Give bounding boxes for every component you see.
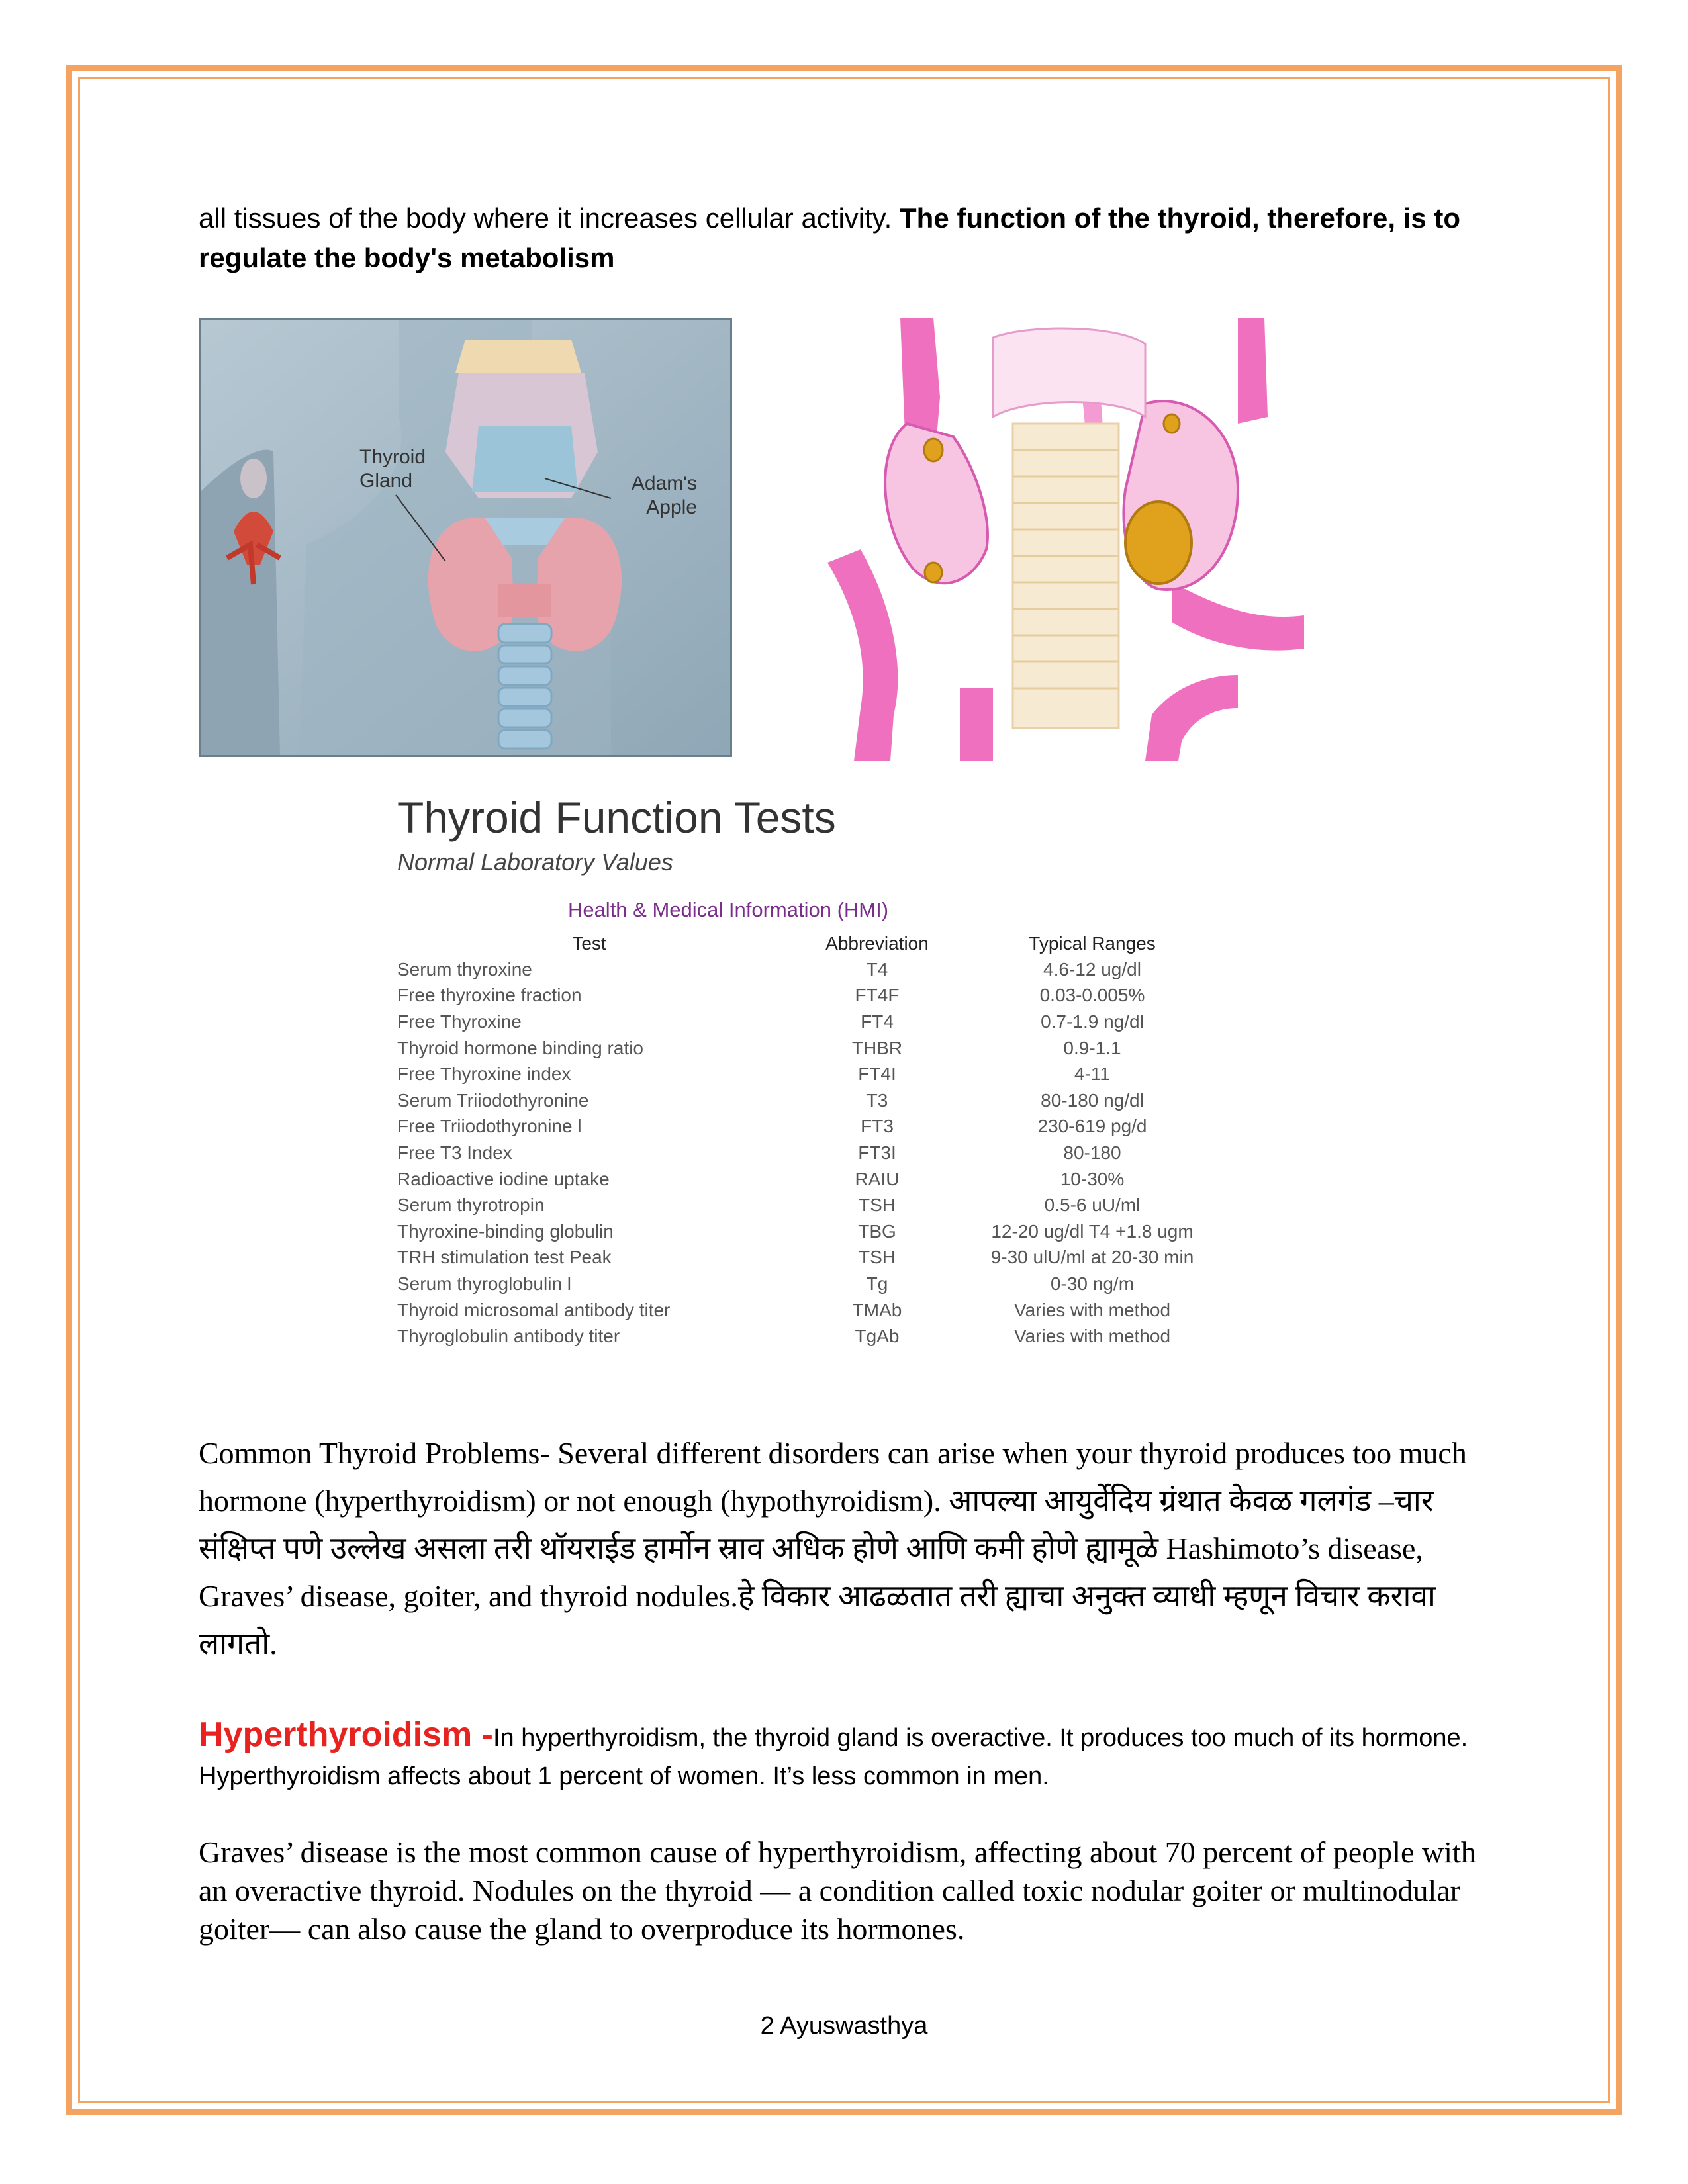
label-adams-apple: Adam's Apple	[631, 473, 697, 518]
tft-header-test: Test	[572, 933, 606, 954]
test-range: 0.03-0.005%	[1039, 985, 1145, 1006]
test-abbreviation: FT3I	[858, 1142, 896, 1163]
thyroid-anatomy-image	[199, 318, 732, 757]
test-range: 0.9-1.1	[1063, 1037, 1121, 1058]
test-name: Thyroid microsomal antibody titer	[397, 1299, 671, 1320]
hyperthyroidism-text: In hyperthyroidism, the thyroid gland is overactive. It produces too much of its hormone. Hyperthyroidism affects about 1 percent of women. It’s less common in men.	[199, 1724, 1468, 1790]
intro-plain-text: all tissues of the body where it increases cellular activity.	[199, 203, 900, 234]
test-range: 4.6-12 ug/dl	[1043, 958, 1141, 979]
test-abbreviation: TBG	[858, 1220, 896, 1242]
test-abbreviation: TgAb	[855, 1326, 900, 1347]
test-range: 80-180	[1063, 1142, 1121, 1163]
hyperthyroidism-paragraph	[199, 1715, 1496, 1796]
hyperthyroidism-heading: Hyperthyroidism -	[199, 1715, 493, 1754]
test-abbreviation: Tg	[866, 1273, 888, 1294]
label-thyroid-gland: Thyroid Gland	[359, 446, 426, 492]
test-range: 0.5-6 uU/ml	[1044, 1195, 1141, 1216]
test-abbreviation: FT4I	[858, 1064, 896, 1085]
test-name: Serum thyroglobulin l	[397, 1273, 572, 1294]
test-abbreviation: TMAb	[852, 1299, 902, 1320]
table-row	[397, 1323, 1211, 1349]
test-name: Free Thyroxine	[397, 1011, 522, 1032]
test-range: 0-30 ng/m	[1050, 1273, 1135, 1294]
table-row	[397, 1114, 1211, 1140]
test-abbreviation: T4	[866, 958, 888, 979]
test-name: Serum Triiodothyronine	[397, 1089, 589, 1111]
thyroid-function-tests-figure	[397, 791, 1258, 1349]
table-row	[397, 1245, 1211, 1271]
tft-header-ranges: Typical Ranges	[1029, 933, 1156, 954]
tft-header-row	[397, 931, 1211, 956]
test-abbreviation: FT3	[861, 1116, 894, 1137]
test-abbreviation: FT4F	[855, 985, 900, 1006]
test-name: Free Thyroxine index	[397, 1064, 571, 1085]
test-range: 9-30 ulU/ml at 20-30 min	[990, 1247, 1194, 1268]
table-row	[397, 956, 1211, 983]
test-name: Free Triiodothyronine l	[397, 1116, 582, 1137]
test-abbreviation: TSH	[859, 1247, 896, 1268]
test-abbreviation: THBR	[851, 1037, 903, 1058]
test-abbreviation: TSH	[859, 1195, 896, 1216]
test-name: Serum thyrotropin	[397, 1195, 545, 1216]
test-name: TRH stimulation test Peak	[397, 1247, 612, 1268]
test-range: Varies with method	[1013, 1299, 1171, 1320]
graves-paragraph: Graves’ disease is the most common cause of hyperthyroidism, affecting about 70 percent of people with an overactive thyroid. Nodules on the thyroid — a condition called toxic nodular goiter or multinodular goiter— can also cause the gland to overproduce its hormones.	[199, 1835, 1476, 1946]
test-name: Free thyroxine fraction	[397, 985, 582, 1006]
table-row	[397, 1218, 1211, 1245]
tft-header-abbreviation: Abbreviation	[825, 933, 929, 954]
test-range: 80-180 ng/dl	[1041, 1089, 1144, 1111]
page-footer: 2 Ayuswasthya	[760, 2012, 928, 2040]
test-name: Serum thyroxine	[397, 958, 532, 979]
intro-bold-text: The function of the thyroid, therefore, is to regulate the body's metabolism	[199, 203, 1461, 273]
test-name: Radioactive iodine uptake	[397, 1168, 610, 1189]
test-range: 4-11	[1074, 1064, 1110, 1085]
test-abbreviation: FT4	[861, 1011, 894, 1032]
tft-title: Thyroid Function Tests	[397, 793, 836, 842]
table-row	[397, 1271, 1211, 1297]
tft-subtitle: Normal Laboratory Values	[397, 848, 673, 876]
table-row	[397, 1166, 1211, 1193]
thyroid-vascular-illustration	[774, 318, 1357, 761]
tft-source: Health & Medical Information (HMI)	[567, 898, 889, 921]
test-range: 230-619 pg/d	[1037, 1116, 1147, 1137]
common-problems-paragraph: Common Thyroid Problems- Several different disorders can arise when your thyroid produces too much hormone (hyperthyroidism) or not enough (hypothyroidism). आपल्या आयुर्वेदिय ग्रंथात केवळ गलगंड –चार संक्षिप्त पणे उल्लेख असला तरी थॉयराईड हार्मोन स्राव अधिक होणे आणि कमी होणे ह्यामूळे Hashimoto’s disease, Graves’ disease, goiter, and thyroid nodules.हे विकार आढळतात तरी ह्याचा अनुक्त व्याधी म्हणून विचार करावा लागतो.	[199, 1436, 1467, 1661]
table-row	[397, 1009, 1211, 1035]
tft-table	[397, 931, 1211, 1349]
test-range: 12-20 ug/dl T4 +1.8 ugm	[991, 1220, 1194, 1242]
test-range: 10-30%	[1060, 1168, 1125, 1189]
table-row	[397, 983, 1211, 1009]
table-row	[397, 1140, 1211, 1166]
table-row	[397, 1035, 1211, 1062]
test-name: Thyroid hormone binding ratio	[397, 1037, 643, 1058]
table-row	[397, 1297, 1211, 1324]
table-row	[397, 1192, 1211, 1218]
test-abbreviation: RAIU	[855, 1168, 900, 1189]
test-name: Thyroxine-binding globulin	[397, 1220, 614, 1242]
thyroid-vascular-image	[774, 318, 1357, 761]
test-range: Varies with method	[1013, 1326, 1171, 1347]
thyroid-anatomy-illustration	[201, 320, 730, 755]
test-abbreviation: T3	[866, 1089, 888, 1111]
test-name: Free T3 Index	[397, 1142, 512, 1163]
table-row	[397, 1087, 1211, 1114]
table-row	[397, 1061, 1211, 1087]
test-name: Thyroglobulin antibody titer	[397, 1326, 620, 1347]
test-range: 0.7-1.9 ng/dl	[1041, 1011, 1144, 1032]
intro-paragraph	[199, 199, 1496, 278]
